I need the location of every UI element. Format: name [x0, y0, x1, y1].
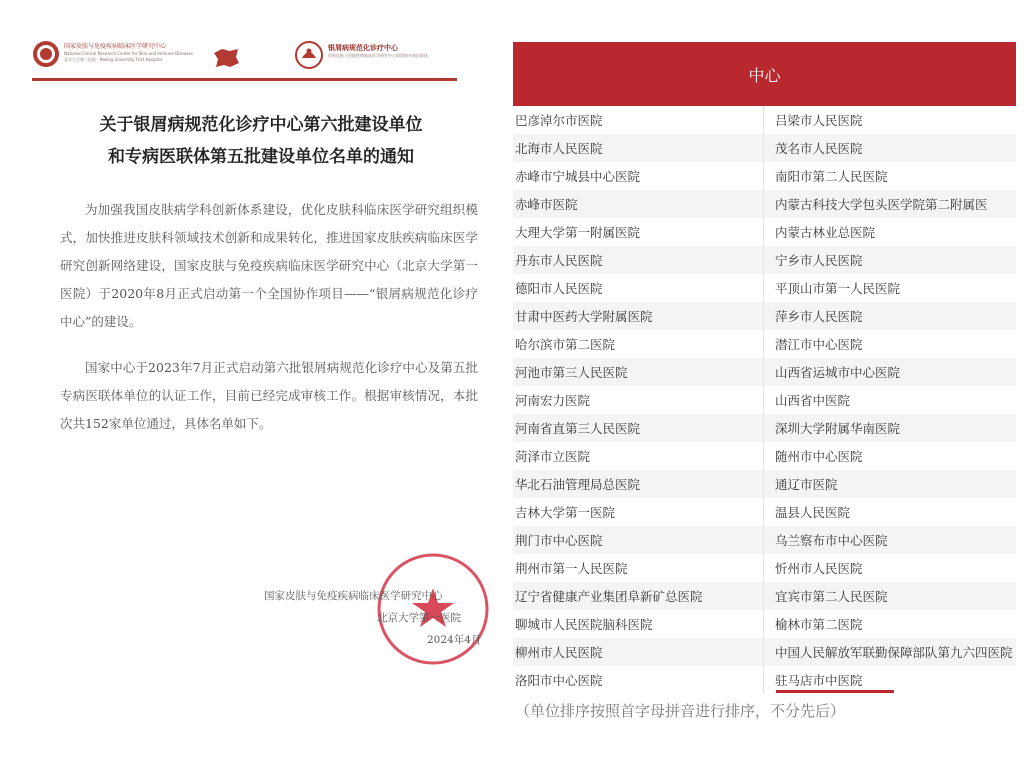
hospital-name-left: 荆州市第一人民医院	[515, 561, 628, 576]
hospital-name-left: 哈尔滨市第二医院	[515, 337, 616, 352]
signature-date: 2024年4月	[427, 634, 482, 646]
letterhead	[32, 40, 492, 76]
table-row	[513, 526, 1016, 554]
table-row	[513, 554, 1016, 582]
table-footnote: （单位排序按照首字母拼音进行排序，不分先后）	[515, 702, 846, 720]
research-center-name-cn: 国家皮肤与免疫疾病临床医学研究中心	[64, 43, 167, 50]
hospital-name-left: 辽宁省健康产业集团阜新矿总医院	[515, 589, 703, 604]
table-row	[513, 666, 1016, 694]
table-header: 中心	[513, 42, 1016, 106]
table-row	[513, 470, 1016, 498]
research-center-logo-icon	[32, 40, 60, 68]
table-row	[513, 442, 1016, 470]
table-row	[513, 162, 1016, 190]
china-map-icon	[212, 47, 240, 69]
hospital-name-left: 聊城市人民医院脑科医院	[515, 617, 653, 632]
hospital-name-left: 赤峰市宁城县中心医院	[515, 169, 641, 184]
table-row	[513, 638, 1016, 666]
table-row	[513, 190, 1016, 218]
table-row	[513, 610, 1016, 638]
table-row	[513, 358, 1016, 386]
research-center-name-en: National Clinical Research Center for Skin and Immune Diseases	[64, 51, 193, 56]
hospital-name-right: 乌兰察布市中心医院	[775, 533, 888, 548]
hospital-name-left: 河南宏力医院	[515, 393, 591, 408]
psoriasis-center-name-sub: 国家皮肤与免疫疾病临床医学研究中心银屑病专病医联体	[328, 53, 428, 58]
psoriasis-center-name	[328, 44, 498, 59]
hospital-name-right: 吕梁市人民医院	[775, 113, 863, 128]
notice-document	[22, 30, 500, 768]
table-row	[513, 274, 1016, 302]
hospital-name-right: 山西省中医院	[775, 393, 851, 408]
psoriasis-center-name-cn: 银屑病规范化诊疗中心	[328, 44, 398, 52]
hospital-list-table	[513, 42, 1016, 721]
table-row	[513, 498, 1016, 526]
notice-paragraph-2: 国家中心于2023年7月正式启动第六批银屑病规范化诊疗中心及第五批专病医联体单位的认证工作，目前已经完成审核工作。根据审核情况，本批次共152家单位通过，具体名单如下。	[60, 360, 478, 431]
table-body	[513, 106, 1016, 694]
hospital-name-right: 内蒙古科技大学包头医学院第二附属医	[775, 197, 988, 212]
table-row	[513, 134, 1016, 162]
notice-paragraph-1: 为加强我国皮肤病学科创新体系建设，优化皮肤科临床医学研究组织模式，加快推进皮肤科领域技术创新和成果转化，推进国家皮肤疾病临床医学研究创新网络建设，国家皮肤与免疫疾病临床医学研究中心（北京大学第一医院）于2020年8月正式启动第一个全国协作项目——“银屑病规范化诊疗中心”的建设。	[60, 202, 478, 329]
hospital-name-left: 德阳市人民医院	[515, 281, 603, 296]
hospital-name-right: 南阳市第二人民医院	[775, 169, 888, 184]
hospital-name-left: 吉林大学第一医院	[515, 505, 616, 520]
hospital-name-right: 驻马店市中医院	[775, 673, 863, 688]
table-row	[513, 386, 1016, 414]
hospital-name-right: 山西省运城市中心医院	[775, 365, 901, 380]
highlight-underline	[776, 690, 894, 693]
hospital-name-left: 丹东市人民医院	[515, 253, 603, 268]
hospital-name-right: 平顶山市第一人民医院	[775, 281, 901, 296]
table-row	[513, 582, 1016, 610]
official-seal-icon	[374, 550, 492, 668]
hospital-name-left: 华北石油管理局总医院	[515, 477, 641, 492]
table-row	[513, 106, 1016, 134]
hospital-name-small: 北京大学第一医院 · Peking University First Hospital	[64, 57, 162, 62]
hospital-name-left: 菏泽市立医院	[515, 449, 591, 464]
hospital-name-left: 甘肃中医药大学附属医院	[515, 309, 653, 324]
hospital-name-left: 北海市人民医院	[515, 141, 603, 156]
hospital-name-right: 萍乡市人民医院	[775, 309, 863, 324]
hospital-name-right: 中国人民解放军联勤保障部队第九六四医院	[775, 645, 1013, 660]
hospital-name-left: 柳州市人民医院	[515, 645, 603, 660]
hospital-name-left: 河池市第三人民医院	[515, 365, 628, 380]
letterhead-divider	[32, 78, 457, 81]
hospital-name-left: 洛阳市中心医院	[515, 673, 603, 688]
hospital-name-left: 荆门市中心医院	[515, 533, 603, 548]
table-row	[513, 330, 1016, 358]
hospital-name-right: 榆林市第二医院	[775, 617, 863, 632]
hospital-name-right: 宁乡市人民医院	[775, 253, 863, 268]
hospital-name-right: 深圳大学附属华南医院	[775, 421, 901, 436]
hospital-name-left: 赤峰市医院	[515, 197, 578, 212]
notice-title-line-2: 和专病医联体第五批建设单位名单的通知	[108, 147, 414, 167]
hospital-name-right: 内蒙古林业总医院	[775, 225, 876, 240]
hospital-name-right: 宜宾市第二人民医院	[775, 589, 888, 604]
signature-organization: 国家皮肤与免疫疾病临床医学研究中心	[264, 590, 443, 602]
hospital-name-right: 通辽市医院	[775, 477, 838, 492]
hospital-name-left: 巴彦淖尔市医院	[515, 113, 603, 128]
hospital-name-right: 忻州市人民医院	[775, 561, 863, 576]
notice-title-line-1: 关于银屑病规范化诊疗中心第六批建设单位	[99, 115, 423, 135]
hospital-name-right: 潜江市中心医院	[775, 337, 863, 352]
table-row	[513, 414, 1016, 442]
research-center-name	[64, 43, 214, 63]
psoriasis-center-logo-icon	[294, 40, 324, 70]
table-row	[513, 218, 1016, 246]
signature-hospital: 北京大学第一医院	[377, 612, 461, 624]
hospital-name-right: 随州市中心医院	[775, 449, 863, 464]
hospital-name-left: 大理大学第一附属医院	[515, 225, 641, 240]
hospital-name-left: 河南省直第三人民医院	[515, 421, 641, 436]
table-row	[513, 246, 1016, 274]
table-row	[513, 302, 1016, 330]
column-divider	[763, 106, 764, 694]
hospital-name-right: 温县人民医院	[775, 505, 851, 520]
hospital-name-right: 茂名市人民医院	[775, 141, 863, 156]
